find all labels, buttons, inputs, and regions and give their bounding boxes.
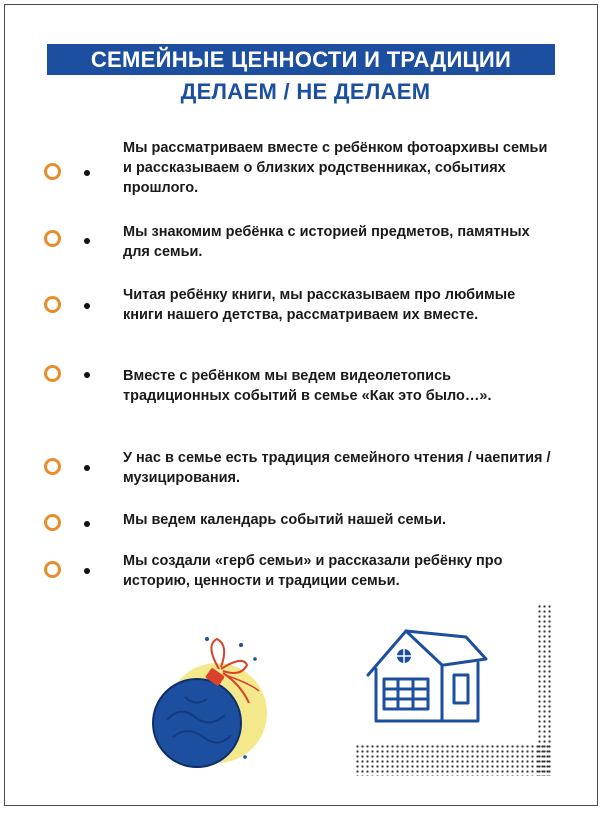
list-item-text: Мы создали «герб семьи» и рассказали ребёнку про историю, ценности и традиции семьи. (123, 553, 503, 589)
christmas-ornament-icon (145, 625, 275, 780)
bullet-dot (84, 372, 90, 378)
circle-checkbox-icon[interactable] (44, 296, 61, 313)
page-subtitle: ДЕЛАЕМ / НЕ ДЕЛАЕМ (180, 79, 431, 104)
circle-checkbox-icon[interactable] (44, 163, 61, 180)
list-item-text: Мы рассматриваем вместе с ребёнком фотоархивы семьи и рассказываем о близких родственниках, событиях прошлого. (123, 140, 548, 196)
list-item-text: Мы ведем календарь событий нашей семьи. (123, 512, 446, 528)
circle-checkbox-icon[interactable] (44, 365, 61, 382)
dot-pattern-horizontal (355, 744, 551, 776)
circle-checkbox-icon[interactable] (44, 230, 61, 247)
bullet-dot (84, 303, 90, 309)
circle-checkbox-icon[interactable] (44, 561, 61, 578)
bullet-dot (84, 568, 90, 574)
circle-checkbox-icon[interactable] (44, 514, 61, 531)
bullet-dot (84, 465, 90, 471)
list-item-text: Читая ребёнку книги, мы рассказываем про любимые книги нашего детства, рассматриваем их вместе. (123, 287, 516, 323)
page-title: СЕМЕЙНЫЕ ЦЕННОСТИ И ТРАДИЦИИ (90, 46, 512, 72)
title-banner (47, 44, 555, 75)
circle-checkbox-icon[interactable] (44, 458, 61, 475)
bullet-dot (84, 521, 90, 527)
house-icon (362, 623, 492, 733)
list-item-text: Мы знакомим ребёнка с историей предметов, памятных для семьи. (123, 224, 530, 260)
bullet-dot (84, 238, 90, 244)
list-item-text: Вместе с ребёнком мы ведем видеолетопись традиционных событий в семье «Как это было…». (123, 368, 492, 404)
list-item-text: У нас в семье есть традиция семейного чтения / чаепития / музицирования. (123, 450, 551, 486)
bullet-dot (84, 170, 90, 176)
